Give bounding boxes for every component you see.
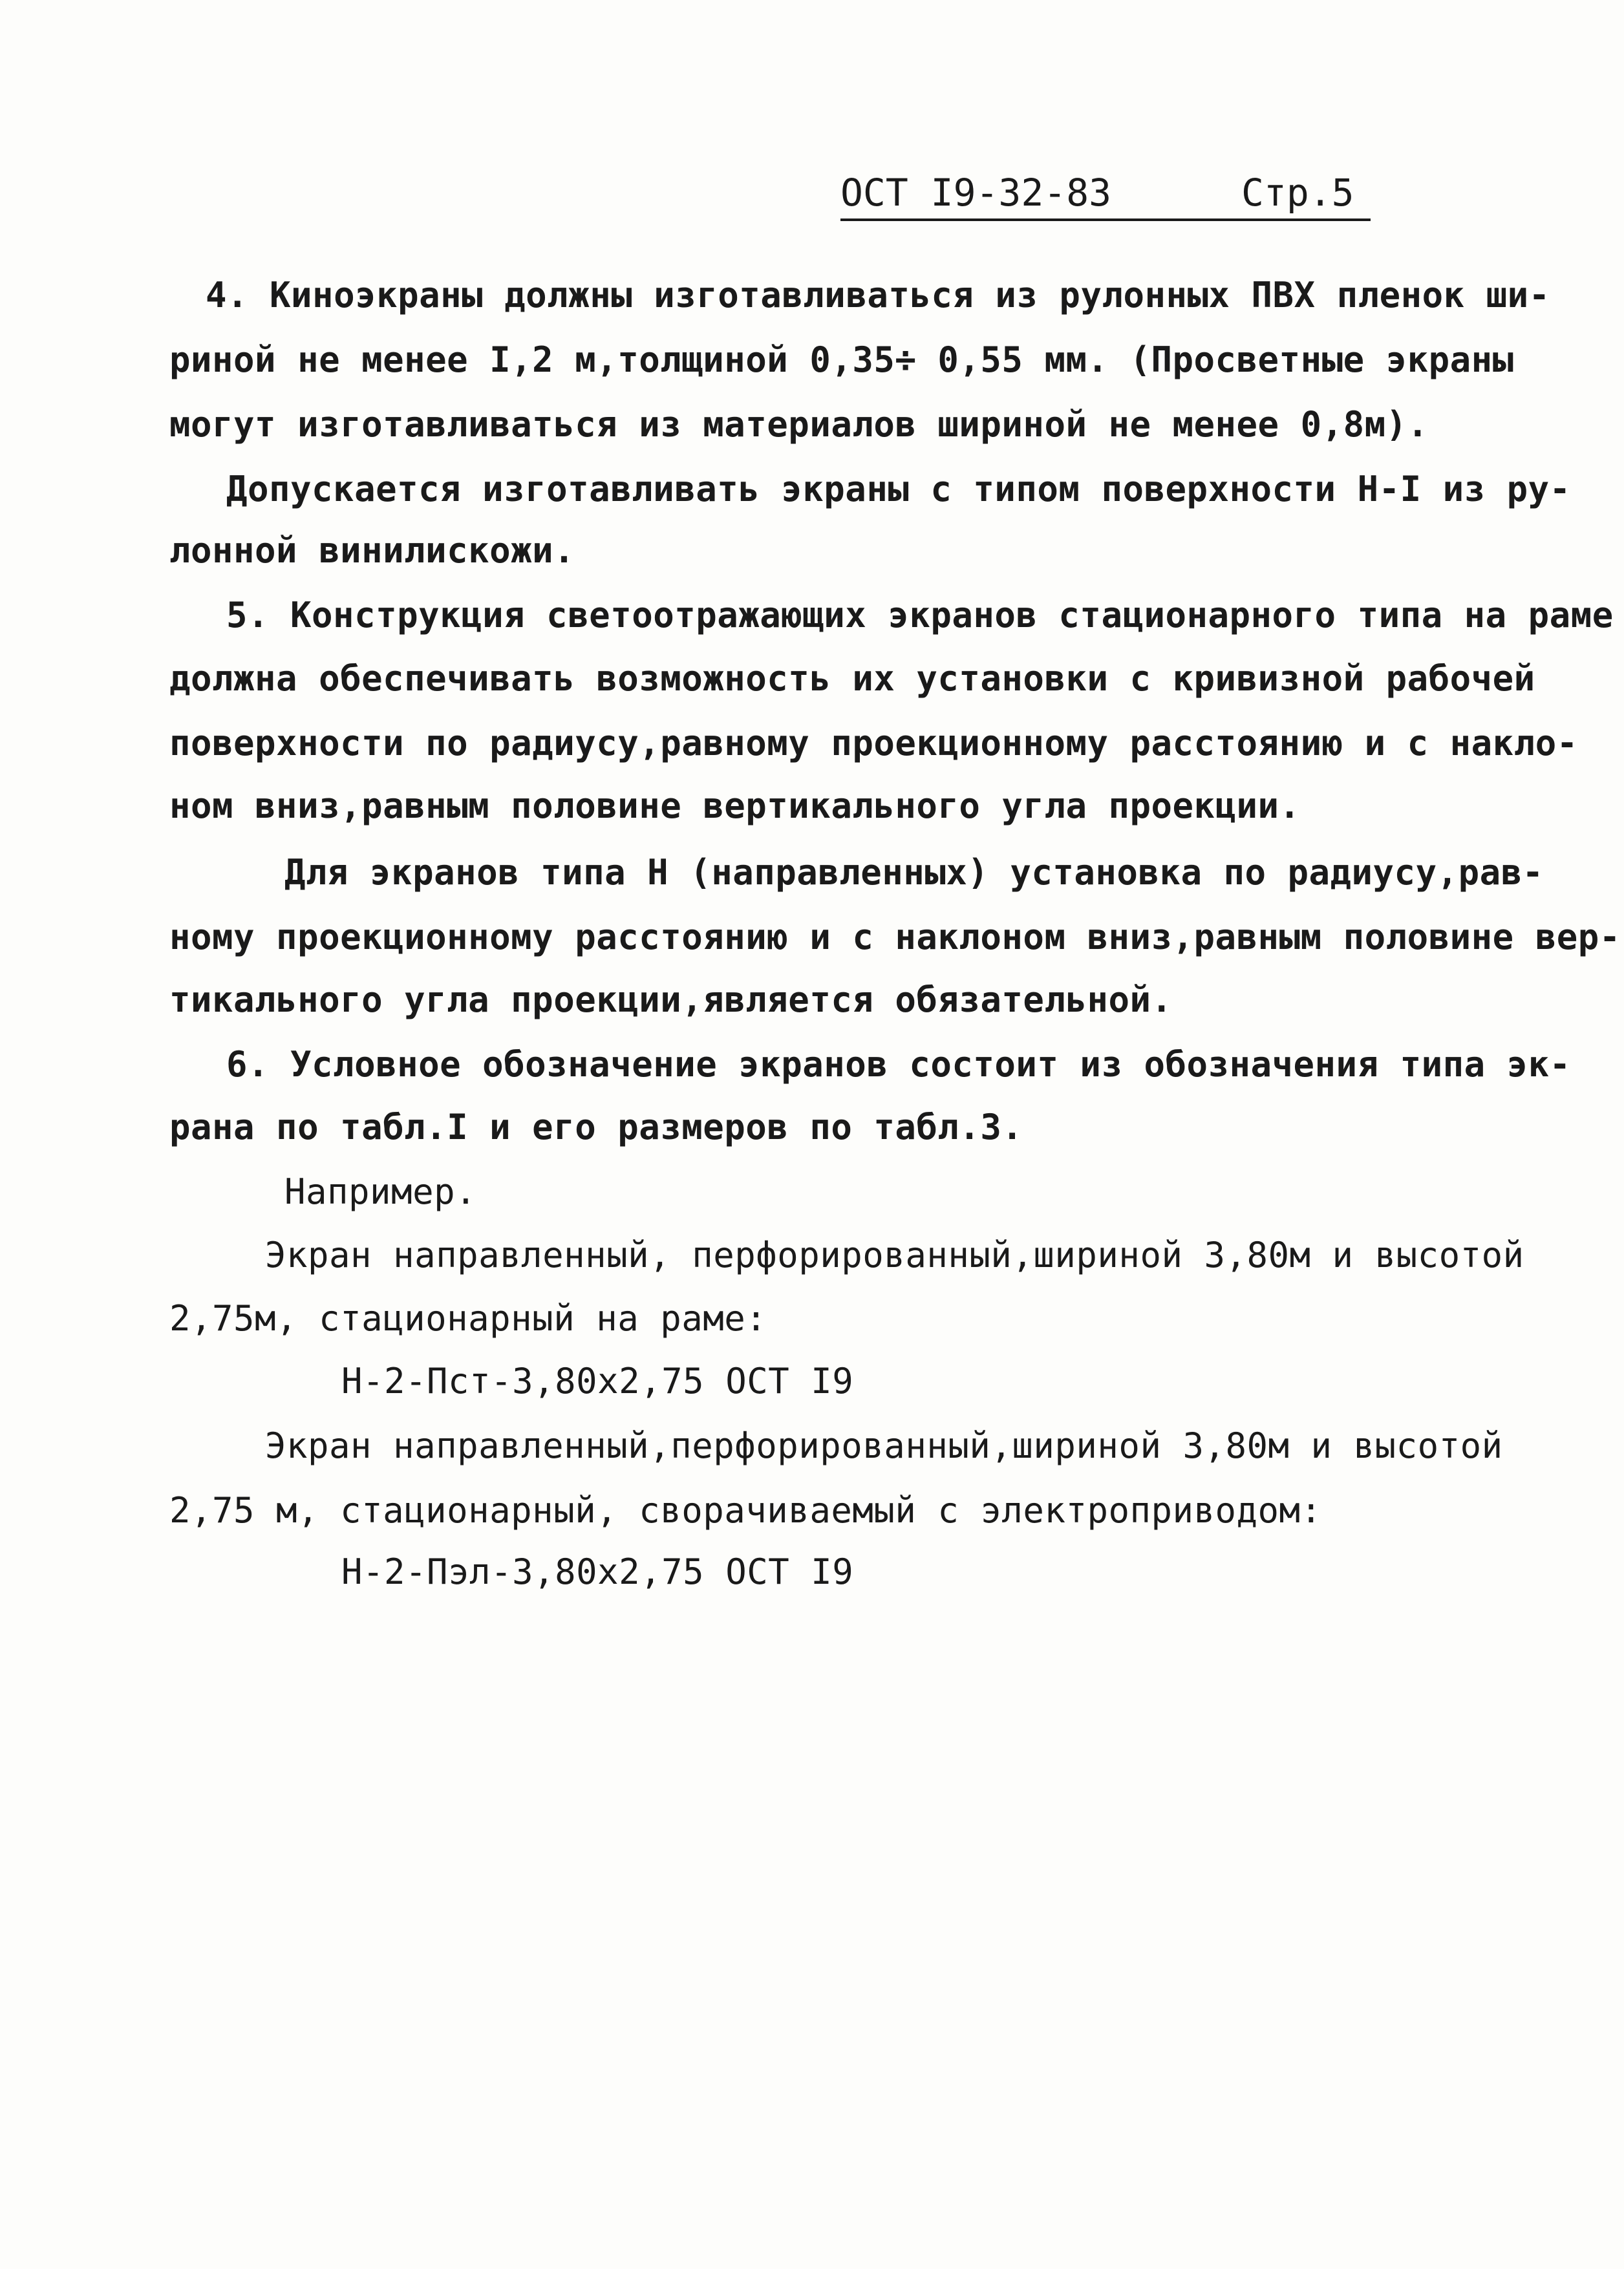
example2-code: Н-2-Пэл-3,80х2,75 ОСТ I9 xyxy=(341,1551,854,1592)
p6-line-2: рана по табл.I и его размеров по табл.3. xyxy=(169,1107,1023,1147)
example1-line-1: Экран направленный, перфорированный,шириной 3,80м и высотой xyxy=(265,1235,1524,1275)
example1-code: Н-2-Пст-3,80х2,75 ОСТ I9 xyxy=(341,1361,854,1401)
p6-line-1: 6. Условное обозначение экранов состоит из обозначения типа эк- xyxy=(226,1044,1571,1085)
page-header xyxy=(840,167,1371,221)
p4-line-1: 4. Киноэкраны должны изготавливаться из рулонных ПВХ пленок ши- xyxy=(206,275,1550,315)
example-label: Например. xyxy=(284,1171,477,1212)
p4-note-line-1: Допускается изготавливать экраны с типом поверхности Н-I из ру- xyxy=(226,469,1571,509)
p5-line-4: ном вниз,равным половине вертикального угла проекции. xyxy=(169,785,1301,826)
p5-note-line-2: ному проекционному расстоянию и с наклоном вниз,равным половине вер- xyxy=(169,917,1621,957)
p5-line-2: должна обеспечивать возможность их установки с кривизной рабочей xyxy=(169,658,1535,699)
doc-code: ОСТ I9-32-83 xyxy=(840,171,1112,215)
example2-line-2: 2,75 м, стационарный, сворачиваемый с электроприводом: xyxy=(169,1490,1322,1531)
p5-line-3: поверхности по радиусу,равному проекционному расстоянию и с накло- xyxy=(169,723,1578,763)
p5-note-line-1: Для экранов типа Н (направленных) установка по радиусу,рав- xyxy=(284,852,1544,893)
page-number: Стр.5 xyxy=(1241,171,1354,215)
p4-line-3: могут изготавливаться из материалов шириной не менее 0,8м). xyxy=(169,404,1429,445)
p5-line-1: 5. Конструкция светоотражающих экранов стационарного типа на раме xyxy=(226,595,1614,635)
p4-line-2: риной не менее I,2 м,толщиной 0,35÷ 0,55 мм. (Просветные экраны xyxy=(169,339,1514,380)
example2-line-1: Экран направленный,перфорированный,шириной 3,80м и высотой xyxy=(265,1425,1503,1466)
p4-note-line-2: лонной винилискожи. xyxy=(169,530,575,571)
example1-line-2: 2,75м, стационарный на раме: xyxy=(169,1298,767,1339)
p5-note-line-3: тикального угла проекции,является обязательной. xyxy=(169,979,1173,1020)
